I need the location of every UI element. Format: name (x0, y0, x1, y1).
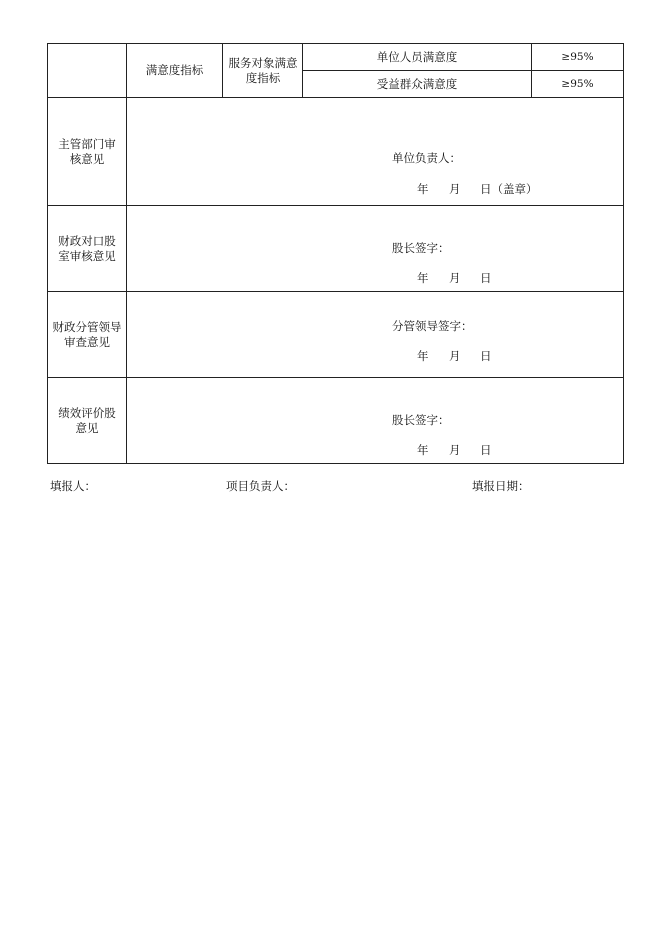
indicator-cell (303, 44, 531, 70)
subcategory-label: 服务对象满意度指标 (228, 55, 298, 85)
section-label: 财政分管领导审查意见 (52, 319, 122, 349)
year-label: 年 (417, 182, 429, 196)
target-value: ≥95% (561, 50, 594, 63)
category-cell (127, 44, 222, 97)
form-bottom-border (47, 463, 624, 464)
project-lead-label: 项目负责人： (226, 479, 295, 493)
row-divider (47, 377, 624, 378)
evaluation-form (47, 43, 624, 464)
section-label: 财政对口股室审核意见 (58, 233, 116, 263)
sign-date (417, 181, 538, 197)
section-label-cell (57, 98, 117, 205)
year-label: 年 (417, 349, 429, 363)
month-label: 月 (449, 349, 461, 363)
signer-label: 单位负责人： (392, 151, 461, 165)
sign-date (417, 270, 492, 286)
indicator-label: 单位人员满意度 (376, 49, 458, 64)
section-label-cell (48, 292, 126, 377)
subcategory-cell (224, 44, 302, 97)
row-divider (47, 97, 624, 98)
sign-date (417, 442, 492, 458)
day-label: 日（盖章） (480, 182, 538, 196)
signer-label: 股长签字： (392, 241, 450, 255)
month-label: 月 (449, 271, 461, 285)
fill-date-label: 填报日期： (472, 479, 530, 493)
month-label: 月 (449, 182, 461, 196)
section-label: 主管部门审核意见 (58, 136, 116, 166)
form-right-border (623, 43, 624, 464)
target-value: ≥95% (561, 77, 594, 90)
row-divider (47, 205, 624, 206)
sign-date (417, 348, 492, 364)
section-label: 绩效评价股意见 (58, 405, 116, 435)
year-label: 年 (417, 271, 429, 285)
col-divider (126, 43, 127, 464)
form-left-border (47, 43, 48, 464)
filler-label: 填报人： (50, 479, 96, 493)
signer-label: 分管领导签字： (392, 319, 473, 333)
year-label: 年 (417, 443, 429, 457)
section-label-cell (55, 378, 119, 463)
day-label: 日 (480, 271, 492, 285)
target-cell (532, 71, 623, 97)
month-label: 月 (449, 443, 461, 457)
col-divider (222, 43, 223, 97)
indicator-cell (303, 71, 531, 97)
signer-label: 股长签字： (392, 413, 450, 427)
day-label: 日 (480, 349, 492, 363)
day-label: 日 (480, 443, 492, 457)
target-cell (532, 44, 623, 70)
indicator-label: 受益群众满意度 (376, 76, 458, 91)
category-label: 满意度指标 (145, 63, 204, 77)
section-label-cell (57, 206, 117, 291)
row-divider (47, 291, 624, 292)
